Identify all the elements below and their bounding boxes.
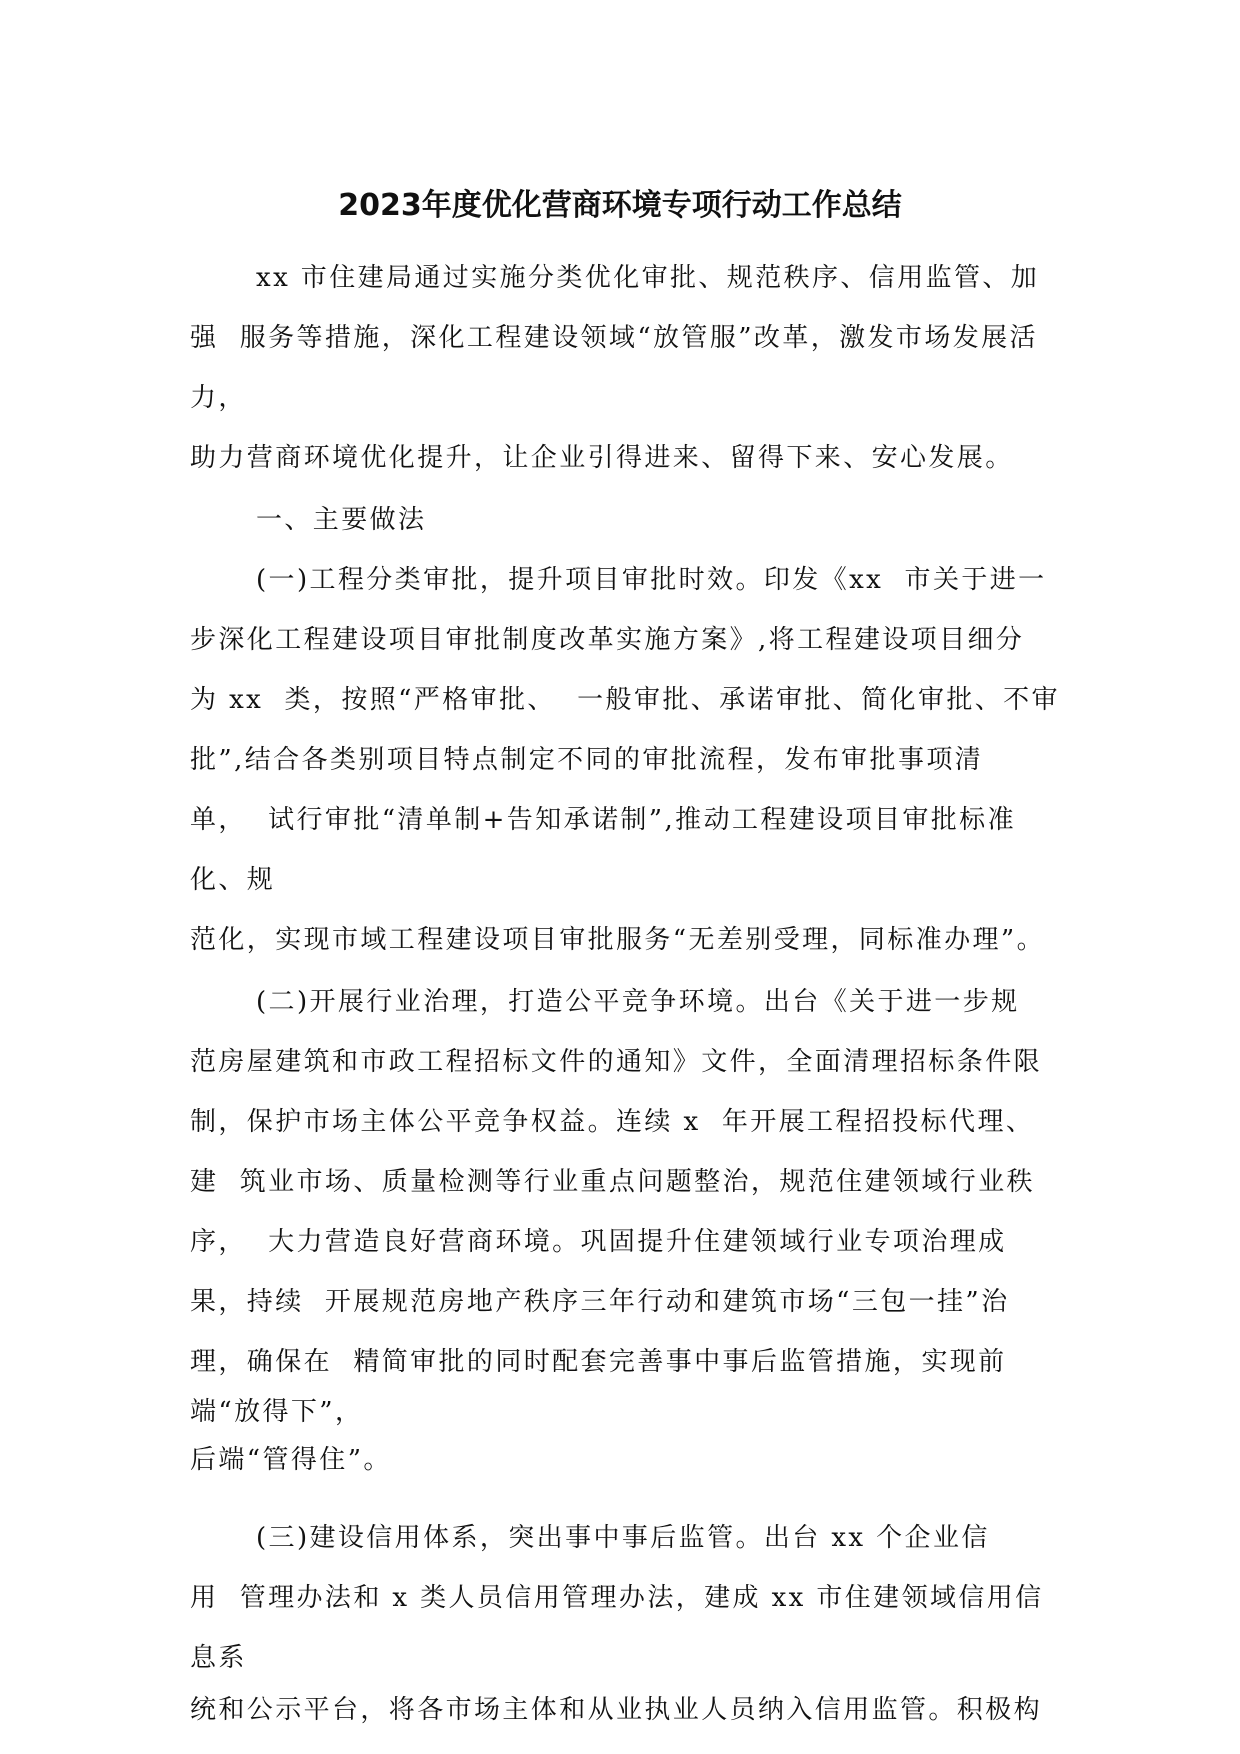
paragraph-line: 批”,结合各类别项目特点制定不同的审批流程，发布审批事项清 (190, 745, 984, 775)
paragraph-line: 单， 试行审批“清单制+告知承诺制”,推动工程建设项目审批标准 (190, 805, 1016, 835)
paragraph-line: xx 市住建局通过实施分类优化审批、规范秩序、信用监管、加 (256, 263, 1040, 293)
paragraph-line: 建 筑业市场、质量检测等行业重点问题整治，规范住建领域行业秩 (190, 1167, 1035, 1197)
document-title: 2023年度优化营商环境专项行动工作总结 (338, 188, 902, 223)
paragraph-line: 端“放得下”， (190, 1397, 364, 1427)
paragraph-line: 用 管理办法和 x 类人员信用管理办法，建成 xx 市住建领域信用信 (190, 1583, 1044, 1613)
paragraph-line: 息系 (190, 1643, 247, 1673)
paragraph-line: 制，保护市场主体公平竞争权益。连续 x 年开展工程招投标代理、 (190, 1107, 1035, 1137)
paragraph-line: 助力营商环境优化提升，让企业引得进来、留得下来、安心发展。 (190, 443, 1014, 473)
paragraph-line: 统和公示平台，将各市场主体和从业执业人员纳入信用监管。积极构 (190, 1695, 1043, 1725)
paragraph-line: 序， 大力营造良好营商环境。巩固提升住建领域行业专项治理成 (190, 1227, 1007, 1257)
paragraph-line: (一)工程分类审批，提升项目审批时效。印发《xx 市关于进一 (256, 565, 1047, 595)
paragraph-line: 化、规 (190, 865, 276, 895)
paragraph-line: (三)建设信用体系，突出事中事后监管。出台 xx 个企业信 (256, 1523, 990, 1553)
paragraph-line: 理，确保在 精简审批的同时配套完善事中事后监管措施，实现前 (190, 1347, 1007, 1377)
paragraph-line: 果，持续 开展规范房地产秩序三年行动和建筑市场“三包一挂”治 (190, 1287, 1010, 1317)
paragraph-line: 步深化工程建设项目审批制度改革实施方案》,将工程建设项目细分 (190, 625, 1025, 655)
paragraph-line: 强 服务等措施，深化工程建设领域“放管服”改革，激发市场发展活 (190, 323, 1038, 353)
paragraph-line: 为 xx 类，按照“严格审批、 一般审批、承诺审批、简化审批、不审 (190, 685, 1060, 715)
section-heading: 一、主要做法 (256, 505, 427, 535)
paragraph-line: 范房屋建筑和市政工程招标文件的通知》文件，全面清理招标条件限 (190, 1047, 1043, 1077)
paragraph-line: 力， (190, 383, 247, 413)
paragraph-line: 范化，实现市域工程建设项目审批服务“无差别受理，同标准办理”。 (190, 925, 1045, 955)
paragraph-line: 后端“管得住”。 (190, 1445, 392, 1475)
paragraph-line: (二)开展行业治理，打造公平竞争环境。出台《关于进一步规 (256, 987, 1020, 1017)
